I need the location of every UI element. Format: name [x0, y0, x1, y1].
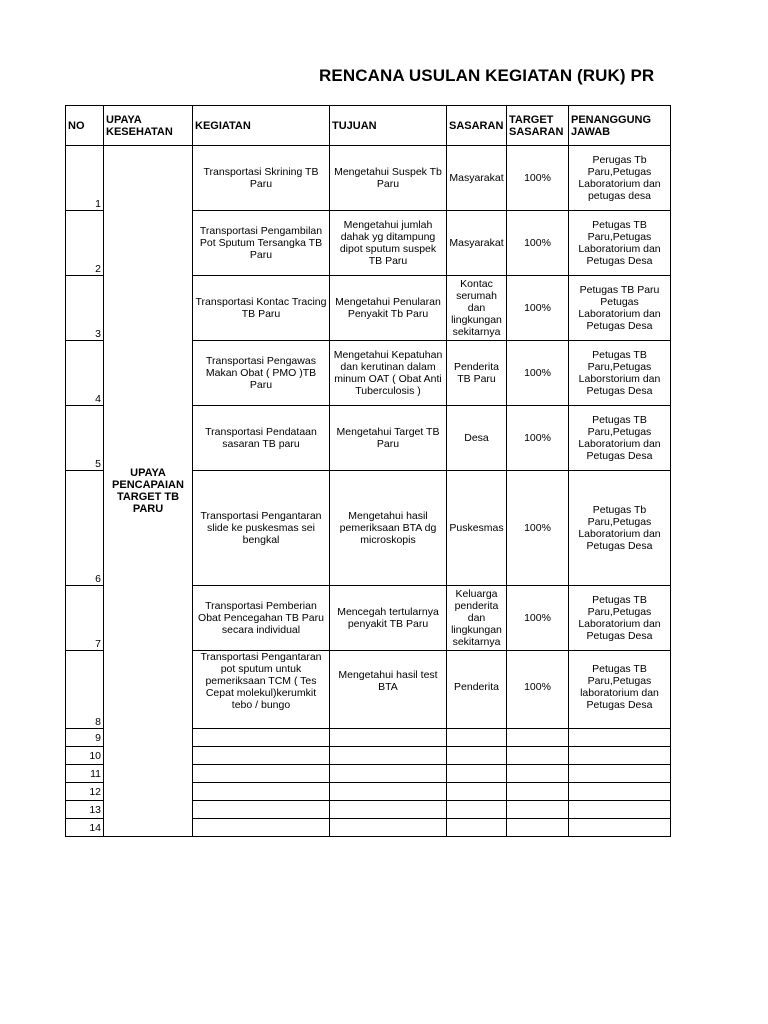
kegiatan-cell: Transportasi Pendataan sasaran TB paru — [193, 406, 330, 471]
target-cell — [507, 783, 569, 801]
penanggung-jawab-cell: Perugas Tb Paru,Petugas Laboratorium dan petugas desa — [569, 146, 671, 211]
kegiatan-cell — [193, 729, 330, 747]
target-cell — [507, 801, 569, 819]
sasaran-cell — [447, 747, 507, 765]
tujuan-cell — [330, 819, 447, 837]
sasaran-cell: Penderita — [447, 651, 507, 729]
header-penanggung-jawab: PENANGGUNG JAWAB — [569, 106, 671, 146]
tujuan-cell: Mengetahui hasil pemeriksaan BTA dg microskopis — [330, 471, 447, 586]
row-number: 12 — [66, 783, 104, 801]
header-target-sasaran: TARGET SASARAN — [507, 106, 569, 146]
kegiatan-cell: Transportasi Kontac Tracing TB Paru — [193, 276, 330, 341]
penanggung-jawab-cell: Petugas TB Paru Petugas Laboratorium dan Petugas Desa — [569, 276, 671, 341]
kegiatan-cell — [193, 747, 330, 765]
header-kegiatan: KEGIATAN — [193, 106, 330, 146]
header-sasaran: SASARAN — [447, 106, 507, 146]
header-tujuan: TUJUAN — [330, 106, 447, 146]
sasaran-cell: Puskesmas — [447, 471, 507, 586]
row-number: 14 — [66, 819, 104, 837]
penanggung-jawab-cell: Petugas TB Paru,Petugas Laboratorium dan Petugas Desa — [569, 406, 671, 471]
row-number: 2 — [66, 211, 104, 276]
target-cell: 100% — [507, 471, 569, 586]
kegiatan-cell — [193, 819, 330, 837]
kegiatan-cell — [193, 801, 330, 819]
kegiatan-cell — [193, 783, 330, 801]
row-number: 8 — [66, 651, 104, 729]
target-cell — [507, 729, 569, 747]
penanggung-jawab-cell: Petugas TB Paru,Petugas Laboratorium dan Petugas Desa — [569, 586, 671, 651]
tujuan-cell — [330, 783, 447, 801]
row-number: 9 — [66, 729, 104, 747]
sasaran-cell — [447, 765, 507, 783]
row-number: 4 — [66, 341, 104, 406]
row-number: 10 — [66, 747, 104, 765]
row-number: 13 — [66, 801, 104, 819]
tujuan-cell: Mengetahui Penularan Penyakit Tb Paru — [330, 276, 447, 341]
tujuan-cell: Mencegah tertularnya penyakit TB Paru — [330, 586, 447, 651]
sasaran-cell: Masyarakat — [447, 146, 507, 211]
table-row — [66, 146, 671, 211]
kegiatan-cell: Transportasi Pengambilan Pot Sputum Tersangka TB Paru — [193, 211, 330, 276]
target-cell: 100% — [507, 146, 569, 211]
penanggung-jawab-cell — [569, 801, 671, 819]
penanggung-jawab-cell: Petugas TB Paru,Petugas laboratorium dan Petugas Desa — [569, 651, 671, 729]
sasaran-cell — [447, 783, 507, 801]
sasaran-cell — [447, 819, 507, 837]
sasaran-cell: Keluarga penderita dan lingkungan sekitarnya — [447, 586, 507, 651]
kegiatan-cell: Transportasi Pemberian Obat Pencegahan TB Paru secara individual — [193, 586, 330, 651]
penanggung-jawab-cell — [569, 765, 671, 783]
header-row — [66, 106, 671, 146]
tujuan-cell: Mengetahui Kepatuhan dan kerutinan dalam minum OAT ( Obat Anti Tuberculosis ) — [330, 341, 447, 406]
penanggung-jawab-cell — [569, 747, 671, 765]
penanggung-jawab-cell — [569, 819, 671, 837]
sasaran-cell: Kontac serumah dan lingkungan sekitarnya — [447, 276, 507, 341]
tujuan-cell: Mengetahui Suspek Tb Paru — [330, 146, 447, 211]
sasaran-cell — [447, 801, 507, 819]
tujuan-cell: Mengetahui hasil test BTA — [330, 651, 447, 729]
header-upaya-kesehatan: UPAYA KESEHATAN — [104, 106, 193, 146]
target-cell — [507, 747, 569, 765]
sasaran-cell: Masyarakat — [447, 211, 507, 276]
target-cell: 100% — [507, 651, 569, 729]
row-number: 11 — [66, 765, 104, 783]
penanggung-jawab-cell: Petugas TB Paru,Petugas Laboratorium dan Petugas Desa — [569, 211, 671, 276]
row-number: 1 — [66, 146, 104, 211]
kegiatan-cell: Transportasi Skrining TB Paru — [193, 146, 330, 211]
penanggung-jawab-cell — [569, 783, 671, 801]
sasaran-cell: Penderita TB Paru — [447, 341, 507, 406]
penanggung-jawab-cell: Petugas TB Paru,Petugas Laborstorium dan Petugas Desa — [569, 341, 671, 406]
row-number: 6 — [66, 471, 104, 586]
tujuan-cell: Mengetahui jumlah dahak yg ditampung dipot sputum suspek TB Paru — [330, 211, 447, 276]
kegiatan-cell: Transportasi Pengawas Makan Obat ( PMO )TB Paru — [193, 341, 330, 406]
header-no: NO — [66, 106, 104, 146]
tujuan-cell — [330, 729, 447, 747]
row-number: 3 — [66, 276, 104, 341]
penanggung-jawab-cell — [569, 729, 671, 747]
tujuan-cell — [330, 801, 447, 819]
kegiatan-cell: Transportasi Pengantaran slide ke puskesmas sei bengkal — [193, 471, 330, 586]
sasaran-cell — [447, 729, 507, 747]
upaya-kesehatan-cell: UPAYA PENCAPAIAN TARGET TB PARU — [104, 146, 193, 837]
target-cell: 100% — [507, 276, 569, 341]
target-cell — [507, 765, 569, 783]
row-number: 7 — [66, 586, 104, 651]
ruk-table — [65, 105, 671, 837]
target-cell — [507, 819, 569, 837]
target-cell: 100% — [507, 211, 569, 276]
tujuan-cell — [330, 765, 447, 783]
target-cell: 100% — [507, 586, 569, 651]
document-title: RENCANA USULAN KEGIATAN (RUK) PR — [319, 66, 655, 85]
kegiatan-cell — [193, 765, 330, 783]
tujuan-cell — [330, 747, 447, 765]
row-number: 5 — [66, 406, 104, 471]
kegiatan-cell: Transportasi Pengantaran pot sputum untuk pemeriksaan TCM ( Tes Cepat molekul)kerumkit tebo / bungo — [193, 651, 330, 729]
tujuan-cell: Mengetahui Target TB Paru — [330, 406, 447, 471]
target-cell: 100% — [507, 341, 569, 406]
sasaran-cell: Desa — [447, 406, 507, 471]
penanggung-jawab-cell: Petugas Tb Paru,Petugas Laboratorium dan Petugas Desa — [569, 471, 671, 586]
target-cell: 100% — [507, 406, 569, 471]
